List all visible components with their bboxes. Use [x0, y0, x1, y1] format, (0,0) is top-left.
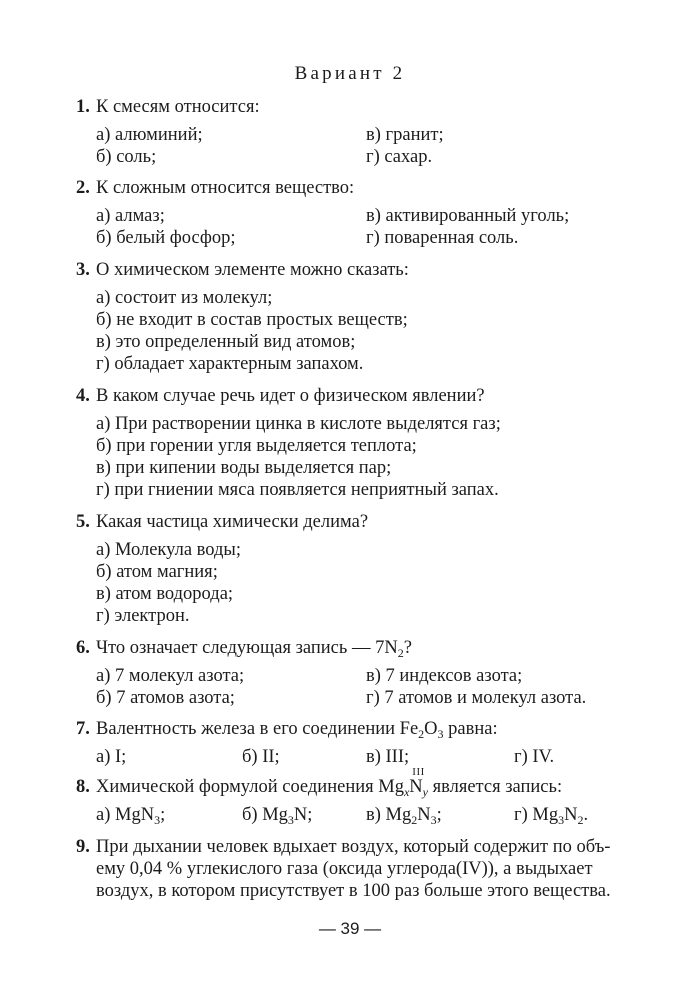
- option-text: г) Mg: [514, 805, 559, 825]
- option-c: в) это определенный вид атомов;: [96, 332, 356, 352]
- valence-marked-n: [409, 766, 425, 798]
- option-b: б) атом магния;: [96, 562, 218, 582]
- option-d: г) 7 атомов и молекул азота.: [366, 688, 587, 708]
- question-text: [76, 766, 636, 799]
- option-text: N;: [293, 805, 313, 825]
- option-d: г) сахар.: [366, 147, 433, 167]
- option-text: а) MgN: [96, 805, 155, 825]
- question-text: О химическом элементе можно сказать:: [96, 260, 409, 280]
- option-c: в) атом водорода;: [96, 584, 234, 604]
- question-1: [76, 96, 636, 168]
- option-d: г) при гниении мяса появляется неприятный запах.: [96, 480, 499, 500]
- question-number: 5.: [76, 512, 90, 532]
- subscript: 3: [558, 813, 565, 827]
- question-text-part: является запись:: [427, 777, 563, 797]
- option-a: а) При растворении цинка в кислоте выделятся газ;: [96, 414, 501, 434]
- question-number: 6.: [76, 638, 90, 658]
- option-b: б) соль;: [96, 147, 157, 167]
- subscript: 2: [418, 727, 425, 741]
- question-text-part: Валентность железа в его соединении Fe: [96, 719, 419, 739]
- option-b: б) при горении угля выделяется теплота;: [96, 436, 417, 456]
- option-d: г) электрон.: [96, 606, 190, 626]
- option-text: ;: [160, 805, 166, 825]
- option-text: N: [417, 805, 431, 825]
- question-3: [76, 259, 636, 375]
- question-text-part: Что означает следующая запись — 7N: [96, 638, 398, 658]
- subscript: 3: [430, 813, 437, 827]
- option-b: б) белый фосфор;: [96, 228, 236, 248]
- question-text-part: равна:: [443, 719, 498, 739]
- question-text: [76, 637, 636, 659]
- option-a: а) состоит из молекул;: [96, 288, 273, 308]
- option-text: ;: [436, 805, 442, 825]
- question-text: К смесям относится:: [96, 97, 260, 117]
- question-text: [76, 718, 636, 740]
- question-text-part: Химической формулой соединения Mg: [96, 777, 404, 797]
- option-b: б) II;: [242, 747, 280, 767]
- question-number: 9.: [76, 837, 90, 857]
- question-5: [76, 511, 636, 627]
- question-9: [76, 836, 636, 902]
- question-number: 2.: [76, 178, 90, 198]
- option-text: N: [564, 805, 578, 825]
- subscript: 3: [437, 727, 444, 741]
- option-a: [96, 804, 165, 826]
- question-number: 3.: [76, 260, 90, 280]
- question-text-part: N: [409, 777, 423, 797]
- question-number: 7.: [76, 719, 90, 739]
- option-a: а) алюминий;: [96, 125, 203, 145]
- question-text-line-2: ему 0,04 % углекислого газа (оксида углерода(IV)), а выдыхает: [96, 859, 593, 879]
- question-text-line-3: воздух, в котором присутствует в 100 раз больше этого вещества.: [96, 881, 611, 901]
- question-text-part: ?: [403, 638, 412, 658]
- option-b: б) не входит в состав простых веществ;: [96, 310, 408, 330]
- option-c: в) активированный уголь;: [366, 206, 570, 226]
- question-8: [76, 766, 636, 827]
- option-c: в) 7 индексов азота;: [366, 666, 523, 686]
- question-4: [76, 385, 636, 501]
- option-text: б) Mg: [242, 805, 288, 825]
- page-number: — 39 —: [318, 919, 382, 938]
- option-c: в) III;: [366, 747, 410, 767]
- option-b: б) 7 атомов азота;: [96, 688, 235, 708]
- subscript: y: [422, 785, 428, 799]
- option-d: г) IV.: [514, 747, 555, 767]
- option-a: а) 7 молекул азота;: [96, 666, 245, 686]
- option-c: [366, 804, 442, 826]
- variant-title: Вариант 2: [294, 63, 406, 84]
- option-text: в) Mg: [366, 805, 412, 825]
- subscript: 2: [397, 646, 404, 660]
- option-d: г) поваренная соль.: [366, 228, 519, 248]
- question-text: К сложным относится вещество:: [96, 178, 355, 198]
- option-c: в) при кипении воды выделяется пар;: [96, 458, 392, 478]
- question-number: 8.: [76, 777, 90, 797]
- option-b: [242, 804, 312, 826]
- question-number: 1.: [76, 97, 90, 117]
- question-6: [76, 637, 636, 709]
- question-number: 4.: [76, 386, 90, 406]
- subscript: 3: [154, 813, 161, 827]
- option-d: г) обладает характерным запахом.: [96, 354, 364, 374]
- option-d: [514, 804, 588, 826]
- option-a: а) I;: [96, 747, 127, 767]
- option-c: в) гранит;: [366, 125, 444, 145]
- option-text: .: [583, 805, 589, 825]
- question-text: Какая частица химически делима?: [96, 512, 369, 532]
- valence-mark: III: [412, 766, 425, 778]
- option-a: а) алмаз;: [96, 206, 165, 226]
- subscript: 2: [411, 813, 418, 827]
- question-7: [76, 718, 636, 768]
- question-2: [76, 177, 636, 249]
- question-text: В каком случае речь идет о физическом явлении?: [96, 386, 485, 406]
- question-text-line-1: При дыхании человек вдыхает воздух, который содержит по объ-: [96, 837, 611, 857]
- option-a: а) Молекула воды;: [96, 540, 241, 560]
- subscript: 2: [577, 813, 584, 827]
- question-text-part: O: [424, 719, 438, 739]
- subscript: 3: [287, 813, 294, 827]
- subscript: x: [403, 785, 410, 799]
